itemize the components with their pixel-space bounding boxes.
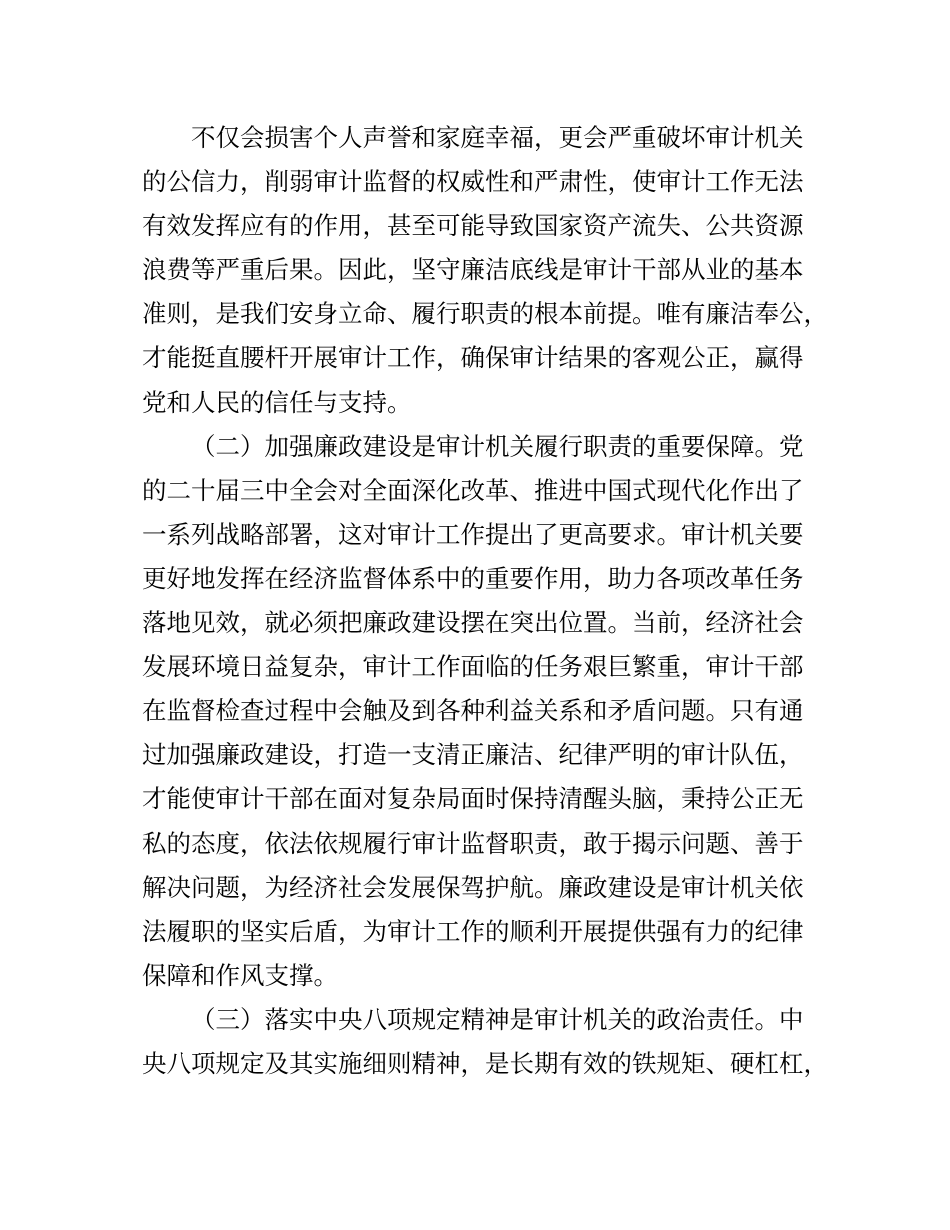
text-line: 才能挺直腰杆开展审计工作，确保审计结果的客观公正，赢得 [142,343,804,373]
paragraph-2 [142,425,832,998]
text-line: 不仅会损害个人声誉和家庭幸福，更会严重破坏审计机关 [191,123,804,152]
text-line: 准则，是我们安身立命、履行职责的根本前提。唯有廉洁奉公， [142,299,828,329]
text-line: 法履职的坚实后盾，为审计工作的顺利开展提供强有力的纪律 [142,916,804,946]
text-line: 解决问题，为经济社会发展保驾护航。廉政建设是审计机关依 [142,872,804,902]
document-body [142,116,832,1086]
text-line: 的二十届三中全会对全面深化改革、推进中国式现代化作出了 [142,475,804,505]
text-line: 的公信力，削弱审计监督的权威性和严肃性，使审计工作无法 [142,167,804,197]
text-line: 党和人民的信任与支持。 [142,387,412,417]
text-line: （三）落实中央八项规定精神是审计机关的政治责任。中 [191,1004,804,1034]
text-line: 发展环境日益复杂，审计工作面临的任务艰巨繁重，审计干部 [142,652,804,682]
text-line: 更好地发挥在经济监督体系中的重要作用，助力各项改革任务 [142,563,804,593]
text-line: 央八项规定及其实施细则精神，是长期有效的铁规矩、硬杠杠， [142,1048,828,1078]
text-line: 浪费等严重后果。因此，坚守廉洁底线是审计干部从业的基本 [142,255,804,285]
text-line: 私的态度，依法依规履行审计监督职责，敢于揭示问题、善于 [142,828,804,858]
text-line: 才能使审计干部在面对复杂局面时保持清醒头脑，秉持公正无 [142,784,804,814]
text-line: （二）加强廉政建设是审计机关履行职责的重要保障。党 [191,431,804,461]
text-line: 过加强廉政建设，打造一支清正廉洁、纪律严明的审计队伍， [142,740,804,770]
paragraph-1 [142,116,832,425]
text-line: 保障和作风支撑。 [142,960,338,990]
text-line: 有效发挥应有的作用，甚至可能导致国家资产流失、公共资源 [142,211,804,241]
text-line: 落地见效，就必须把廉政建设摆在突出位置。当前，经济社会 [142,608,804,638]
paragraph-3 [142,998,832,1086]
text-line: 在监督检查过程中会触及到各种利益关系和矛盾问题。只有通 [142,696,804,726]
text-line: 一系列战略部署，这对审计工作提出了更高要求。审计机关要 [142,519,804,549]
